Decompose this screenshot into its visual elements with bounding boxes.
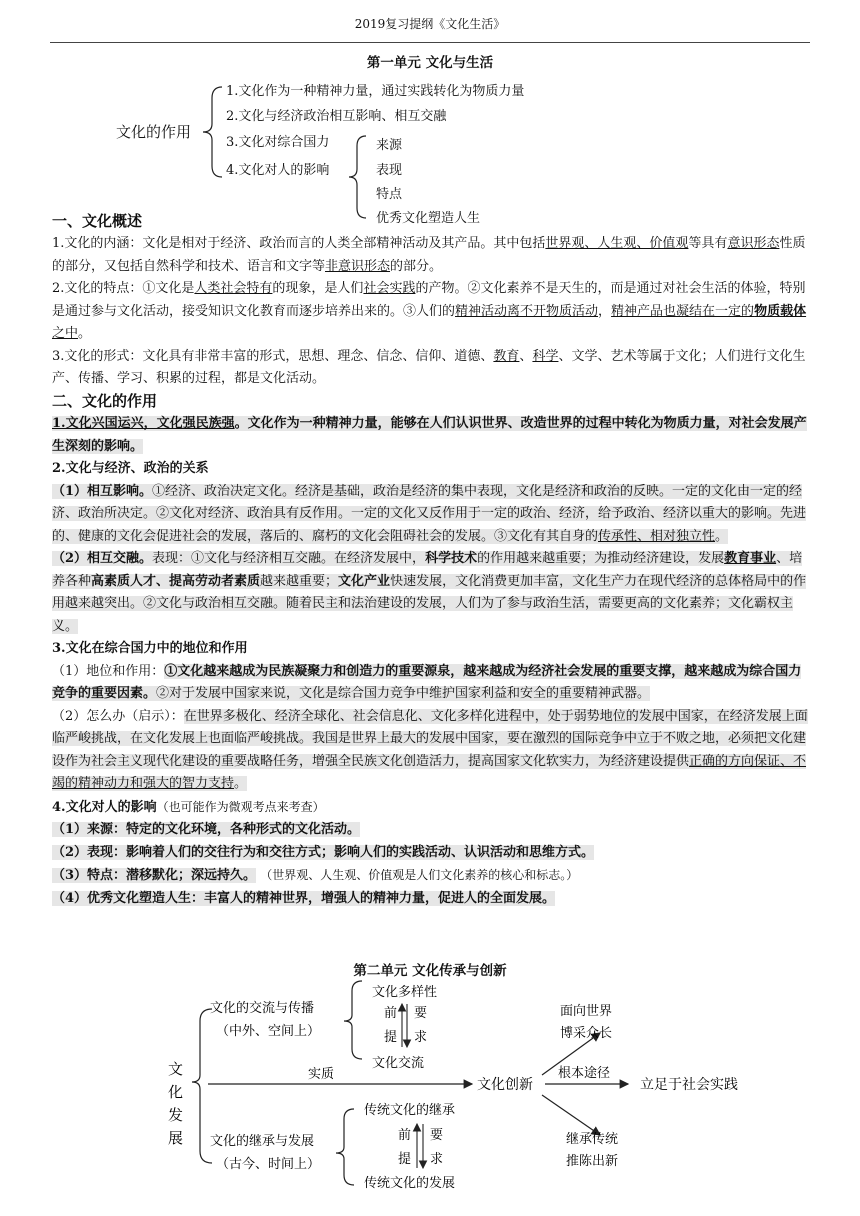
bold-text: ①文化越来越成为民族凝聚力和创造力的重要源泉，越来越成为经济社会发展的重要支撑，越来越成为综合国力竞争的重要因素。 bbox=[52, 663, 802, 701]
text: 、培养各种 bbox=[52, 551, 803, 589]
map-brace-sub bbox=[346, 133, 370, 221]
b1-bottom: 文化交流 bbox=[372, 1056, 425, 1071]
s2-paragraph-3 bbox=[52, 548, 808, 638]
arrow-downright bbox=[542, 1095, 600, 1135]
underlined-text: 社会实践 bbox=[363, 281, 416, 296]
s2-paragraph-1 bbox=[52, 413, 808, 458]
text: 2.文化的特点：①文化是 bbox=[52, 281, 195, 296]
s2-list-1 bbox=[52, 819, 808, 842]
essence-label: 实质 bbox=[308, 1067, 335, 1082]
unit1-title: 第一单元 文化与生活 bbox=[366, 55, 494, 71]
root-brace bbox=[192, 1009, 212, 1163]
text: 1.文化的内涵：文化是相对于经济、政治而言的人类全部精神活动及其产品。其中包括 bbox=[52, 236, 546, 251]
s1-paragraph-1 bbox=[52, 233, 808, 278]
text: （4）优秀文化塑造人生：丰富人的精神世界，增强人的精神力量，促进人的全面发展。 bbox=[52, 890, 556, 906]
page-header bbox=[50, 6, 810, 43]
root-char-4: 展 bbox=[168, 1129, 184, 1147]
section1-body bbox=[52, 233, 808, 391]
section2-body bbox=[52, 413, 808, 910]
text: ②对于发展中国家来说，文化是综合国力竞争中维护国家利益和安全的重要精神武器。 bbox=[156, 686, 651, 701]
text: （1）来源：特定的文化环境，各种形式的文化活动。 bbox=[52, 822, 361, 837]
map-root: 文化的作用 bbox=[116, 123, 192, 141]
fundamental-label: 根本途径 bbox=[558, 1066, 611, 1081]
subheading: 4.文化对人的影响 bbox=[52, 799, 157, 815]
lead: （2）相互交融。 bbox=[52, 551, 153, 566]
s2-subheading-3: 3.文化在综合国力中的地位和作用 bbox=[52, 641, 248, 656]
underlined-bold-text: 1.文化兴国运兴，文化强民族强 bbox=[52, 416, 235, 431]
underlined-text: 科学 bbox=[532, 348, 559, 364]
b2-bottom: 传统文化的发展 bbox=[364, 1176, 456, 1191]
s2-subheading-2: 2.文化与经济、政治的关系 bbox=[52, 461, 209, 476]
underlined-text: 世界观、人生观、价值观 bbox=[545, 236, 689, 251]
underlined-text: 精神活动离不开物质活动 bbox=[455, 303, 599, 319]
text: （3）特点：潜移默化；深远持久。 bbox=[52, 868, 257, 883]
text: 。 bbox=[715, 528, 729, 544]
right-label: 立足于社会实践 bbox=[640, 1077, 738, 1093]
underlined-text: 人类社会特有 bbox=[194, 281, 273, 296]
underlined-bold-text: 物质载体 bbox=[754, 303, 807, 319]
text: 3.文化的形式：文化具有非常丰富的形式，思想、理念、信念、信仰、道德、 bbox=[52, 348, 494, 364]
map-item-3: 3.文化对综合国力 bbox=[226, 135, 330, 150]
text: 。 bbox=[78, 326, 92, 341]
text: 性质的部分，又包括自然科学和技术、语言和文字等 bbox=[52, 236, 806, 274]
text: 的现象，是人们 bbox=[272, 281, 364, 296]
center-label: 文化创新 bbox=[477, 1077, 533, 1093]
lead: （2）怎么办（启示）： bbox=[52, 708, 184, 724]
section2-heading: 二、文化的作用 bbox=[52, 392, 158, 410]
note: （也可能作为微观考点来考查） bbox=[156, 799, 325, 814]
root-char-3: 发 bbox=[168, 1106, 184, 1124]
text: 的产物。②文化素养不是天生的，而是通过对社会生活的体验，特别是通过参与文化活动，接受知识文化教育而逐步培养出来的。③人们的 bbox=[52, 281, 806, 319]
branch2-sub: （古今、时间上） bbox=[216, 1157, 321, 1172]
ti-1: 提 bbox=[384, 1030, 398, 1045]
branch1-label: 文化的交流与传播 bbox=[210, 1001, 315, 1016]
down-2: 推陈出新 bbox=[566, 1154, 619, 1169]
underlined-text: 教育 bbox=[493, 348, 520, 364]
bold-text: 教育事业 bbox=[724, 551, 777, 566]
root-char-2: 化 bbox=[168, 1083, 184, 1101]
s2-list-4 bbox=[52, 888, 808, 911]
underlined-text: 非意识形态 bbox=[325, 258, 391, 274]
map-sub-1: 来源 bbox=[376, 138, 403, 153]
branch2-label: 文化的继承与发展 bbox=[210, 1134, 315, 1149]
text: 表现：①文化与经济相互交融。在经济发展中， bbox=[152, 551, 426, 566]
text: 等具有 bbox=[688, 236, 728, 251]
unit2-title: 第二单元 文化传承与创新 bbox=[353, 963, 507, 979]
qiu-2: 求 bbox=[430, 1152, 444, 1167]
b1-top: 文化多样性 bbox=[372, 985, 438, 1000]
s2-list-3 bbox=[52, 864, 808, 888]
map-brace-main bbox=[200, 84, 226, 180]
branch1-sub: （中外、空间上） bbox=[216, 1024, 321, 1039]
lead: （1）相互影响。 bbox=[52, 483, 153, 499]
underlined-text: 意识形态 bbox=[727, 236, 780, 251]
underlined-text: 精神产品也凝结在一定的 bbox=[611, 303, 755, 319]
text: （2）表现：影响着人们的交往行为和交往方式；影响人们的实践活动、认识活动和思维方式。 bbox=[52, 844, 595, 860]
text: 的部分。 bbox=[390, 258, 443, 274]
qiu-1: 求 bbox=[414, 1030, 428, 1045]
underlined-text: 正确的方向保证、不竭的精神动力和强大的智力支持 bbox=[52, 753, 807, 791]
map-sub-4: 优秀文化塑造人生 bbox=[376, 211, 481, 226]
s2-subheading-4 bbox=[52, 796, 808, 820]
note: （世界观、人生观、价值观是人们文化素养的核心和标志。） bbox=[260, 868, 579, 882]
map-item-1: 1.文化作为一种精神力量，通过实践转化为物质力量 bbox=[226, 84, 525, 99]
b2-top: 传统文化的继承 bbox=[364, 1103, 456, 1118]
branch1-brace bbox=[344, 981, 362, 1059]
s2-list-2 bbox=[52, 842, 808, 865]
text: 、文学、艺术等属于文化；人们进行文化生产、传播、学习、积累的过程，都是文化活动。 bbox=[52, 348, 806, 386]
ti-2: 提 bbox=[398, 1152, 412, 1167]
map-sub-3: 特点 bbox=[376, 187, 403, 202]
yao-1: 要 bbox=[414, 1006, 428, 1021]
underlined-text: 传承性、相对独立性 bbox=[598, 528, 716, 544]
text: 快速发展，文化消费更加丰富，文化生产力在现代经济的总体格局中的作用越来越突出。②文化与政治相互交融。随着民主和法治建设的发展，人们为了参与政治生活，需要更高的文化素养；文化霸权主义。 bbox=[52, 573, 807, 634]
text: 越来越重要； bbox=[260, 573, 339, 589]
qian-2: 前 bbox=[398, 1128, 412, 1143]
branch2-brace bbox=[336, 1109, 354, 1185]
underlined-text: 之中 bbox=[52, 326, 79, 341]
bold-text: 文化产业 bbox=[338, 573, 391, 589]
bold-text: 高素质人才、提高劳动者素质 bbox=[91, 573, 261, 589]
up-2: 博采众长 bbox=[560, 1026, 613, 1041]
bold-text: 科学技术 bbox=[425, 551, 478, 566]
s1-paragraph-3 bbox=[52, 346, 808, 391]
text: 。文化作为一种精神力量，能够在人们认识世界、改造世界的过程中转化为物质力量，对社会发展产生深刻的影响。 bbox=[52, 416, 807, 454]
text: 的作用越来越重要；为推动经济建设，发展 bbox=[477, 551, 725, 566]
header-text: 2019复习提纲《文化生活》 bbox=[354, 17, 506, 31]
up-1: 面向世界 bbox=[560, 1004, 613, 1019]
yao-2: 要 bbox=[430, 1128, 444, 1143]
unit2-diagram bbox=[0, 975, 860, 1205]
text: ， bbox=[598, 303, 612, 319]
s2-paragraph-4 bbox=[52, 661, 808, 706]
text: 在世界多极化、经济全球化、社会信息化、文化多样化进程中，处于弱势地位的发展中国家，在经济发展上面临严峻挑战，在文化发展上也面临严峻挑战。我国是世界上最大的发展中国家，要在激烈的国际竞争中立于不败之地，必须把文化建设作为社会主义现代化建设的重要战略任务，增强全民族文化创造活力，提高国家文化软实力，为经济建设提供 bbox=[52, 708, 808, 769]
text: ①经济、政治决定文化。经济是基础，政治是经济的集中表现，文化是经济和政治的反映。一定的文化由一定的经济、政治所决定。②文化对经济、政治具有反作用。一定的文化又反作用于一定的政治、经济，给予政治、经济以重大的影响。先进的、健康的文化会促进社会的发展，落后的、腐朽的文化会阻碍社会的发展。③文化有其自身的 bbox=[52, 483, 807, 544]
qian-1: 前 bbox=[384, 1006, 398, 1021]
down-1: 继承传统 bbox=[566, 1132, 619, 1147]
map-item-2: 2.文化与经济政治相互影响、相互交融 bbox=[226, 109, 447, 124]
s2-paragraph-5 bbox=[52, 706, 808, 796]
text: 。 bbox=[234, 776, 248, 791]
s1-paragraph-2 bbox=[52, 278, 808, 346]
s2-paragraph-2 bbox=[52, 481, 808, 549]
map-sub-2: 表现 bbox=[376, 163, 403, 178]
section1-heading: 一、文化概述 bbox=[52, 212, 143, 230]
map-item-4: 4.文化对人的影响 bbox=[226, 163, 330, 178]
root-char-1: 文 bbox=[168, 1060, 184, 1078]
lead: （1）地位和作用： bbox=[52, 663, 165, 679]
text: 、 bbox=[519, 348, 533, 364]
